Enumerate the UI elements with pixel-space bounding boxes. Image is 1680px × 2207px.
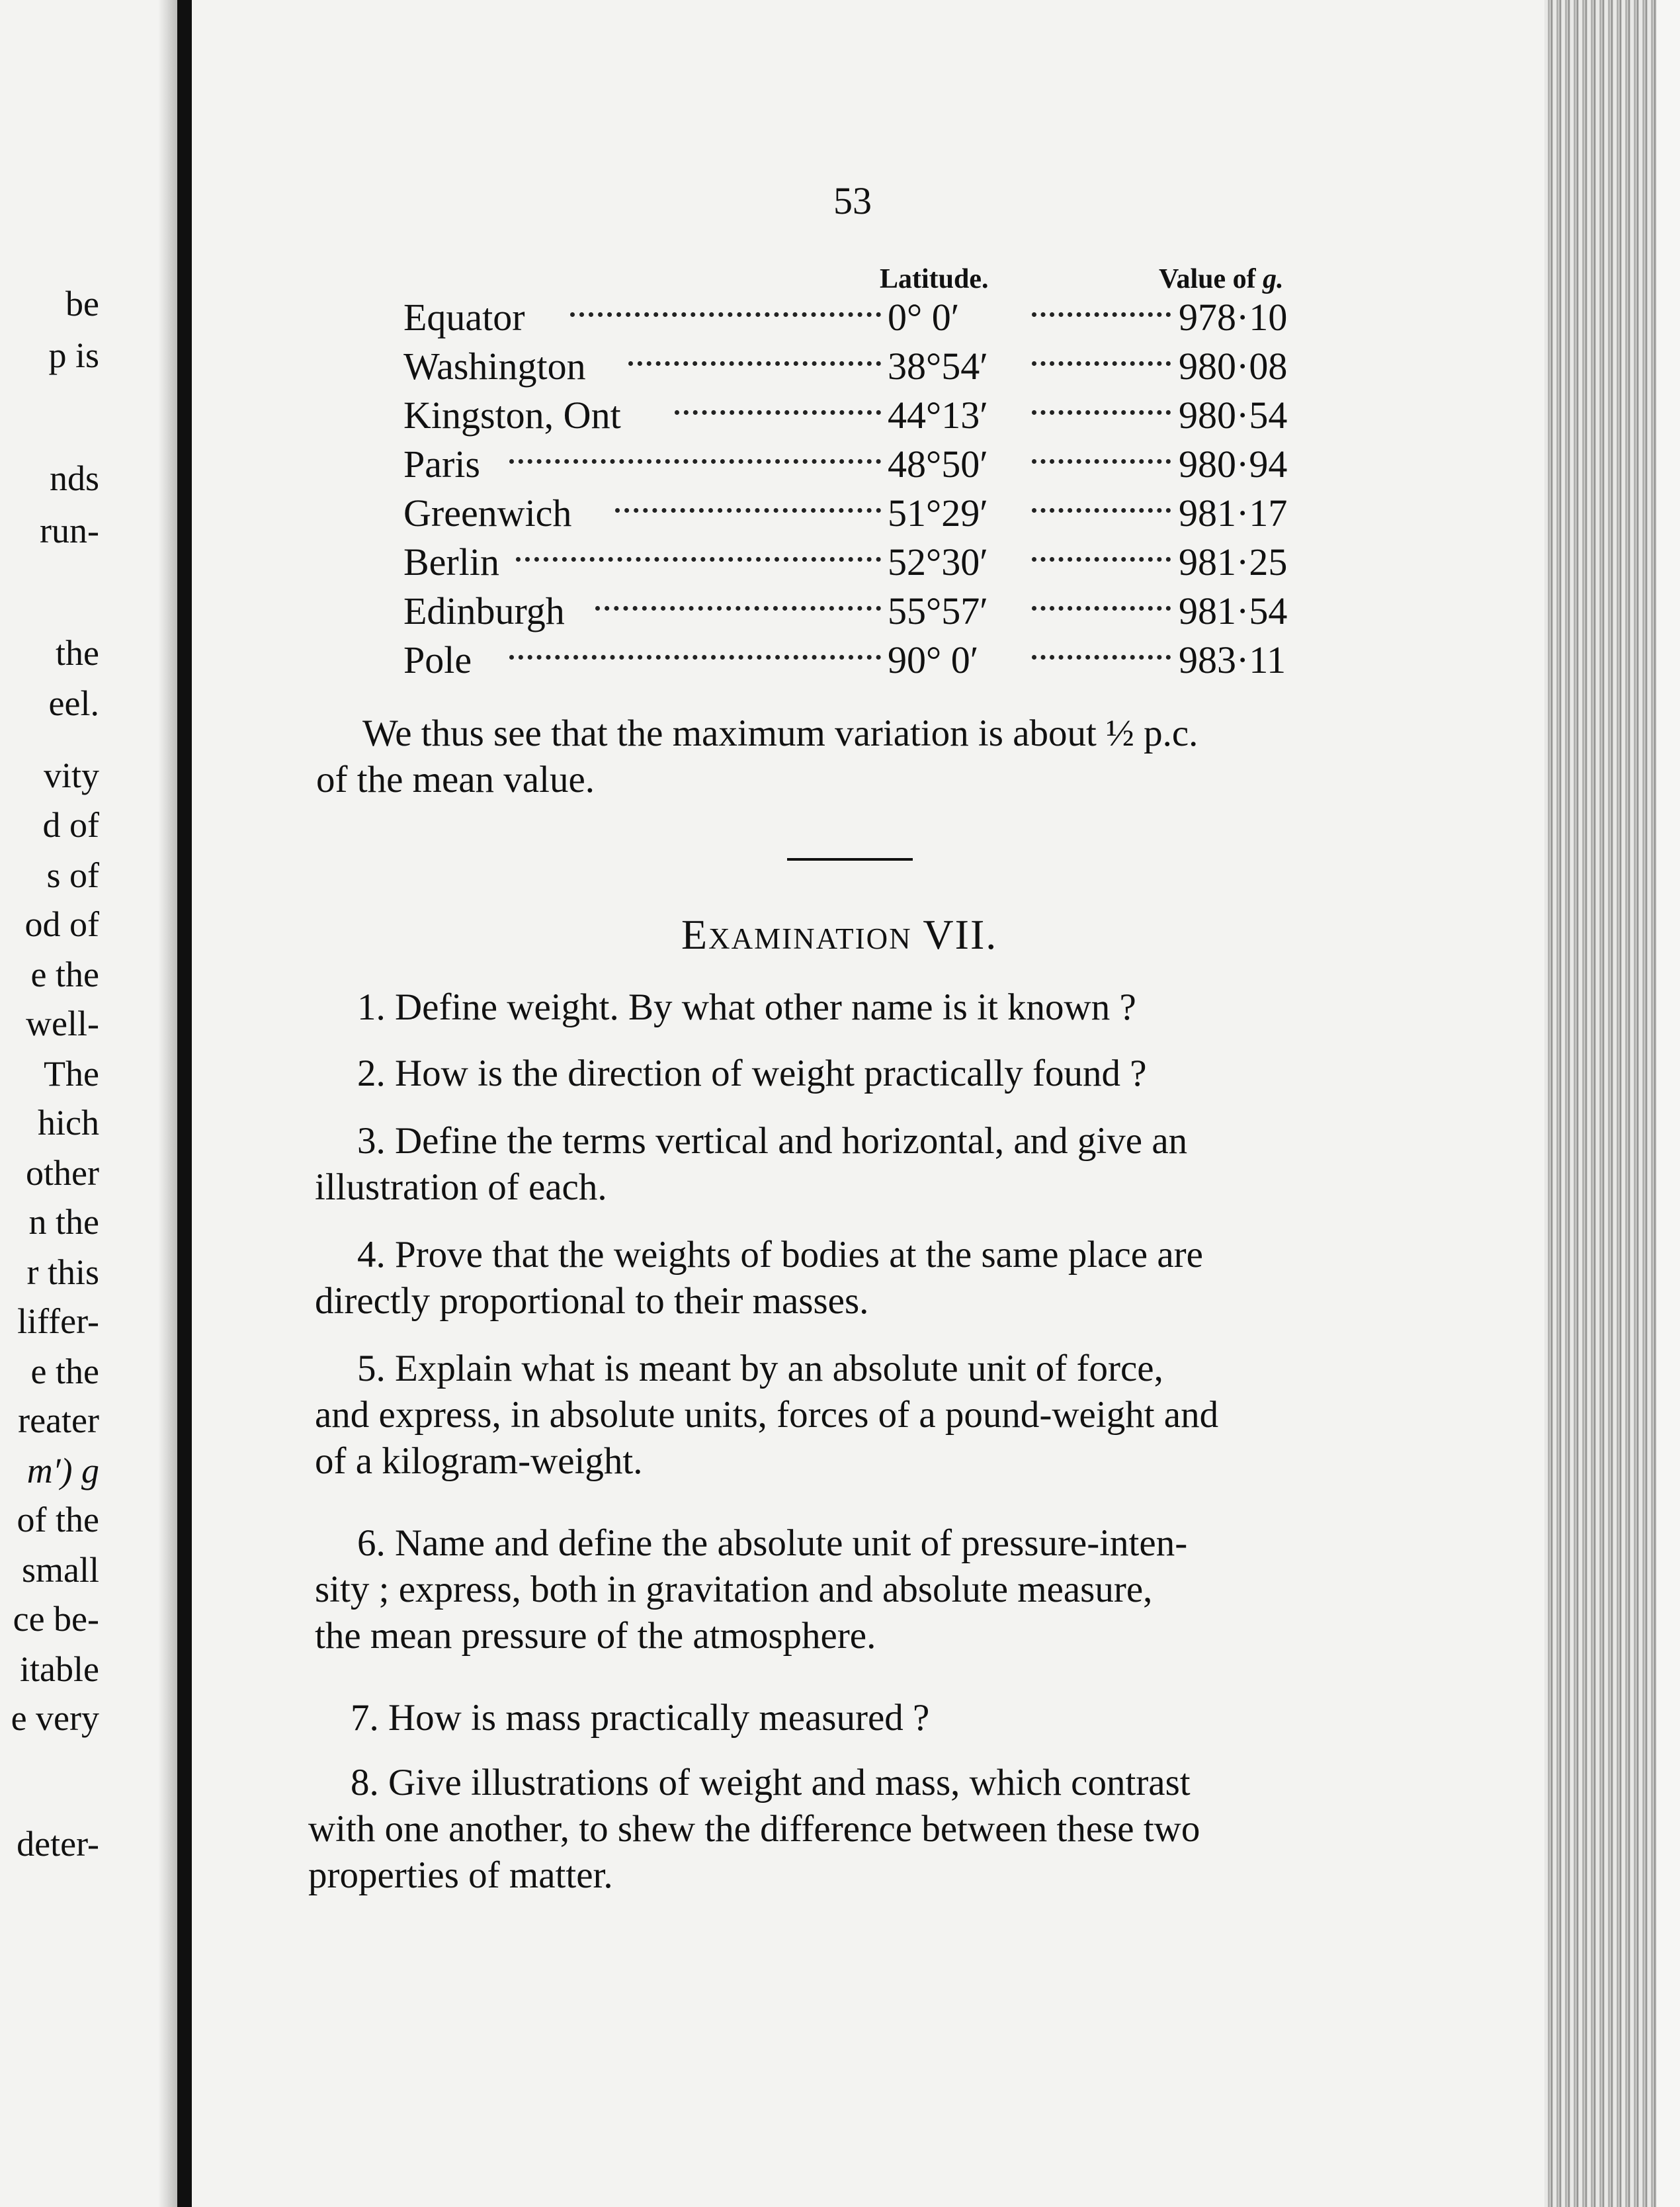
leader-dots: [1032, 508, 1171, 513]
left-fragment: vity: [43, 756, 99, 795]
place-name: Paris: [403, 443, 480, 486]
leader-dots: [1032, 459, 1171, 464]
place-name: Washington: [403, 345, 586, 388]
leader-dots: [615, 508, 881, 513]
left-fragment: n the: [28, 1202, 99, 1242]
left-fragment: e the: [30, 955, 99, 994]
left-fragment: other: [26, 1153, 99, 1193]
left-fragment: the: [56, 633, 99, 673]
book-gutter: [177, 0, 192, 2207]
left-fragment: e very: [11, 1698, 99, 1738]
question-7: 7. How is mass practically measured ?: [351, 1697, 930, 1739]
place-name: Kingston, Ont: [403, 394, 621, 437]
question-3-line-2: illustration of each.: [315, 1166, 607, 1208]
summary-line-2: of the mean value.: [316, 759, 595, 801]
latitude-value: 0° 0′: [888, 296, 960, 339]
left-fragment: hich: [38, 1103, 99, 1143]
question-6-line-2: sity ; express, both in gravitation and absolute measure,: [315, 1569, 1153, 1610]
question-5-line-2: and express, in absolute units, forces of a pound-weight and: [315, 1394, 1219, 1436]
question-4-line-1: 4. Prove that the weights of bodies at the same place are: [357, 1234, 1203, 1276]
table-row: [403, 295, 1310, 343]
left-fragment: be: [65, 284, 99, 324]
page-number: 53: [833, 179, 872, 222]
latitude-value: 44°13′: [888, 394, 988, 437]
table-row: [403, 491, 1310, 539]
gravity-value: 980·08: [1179, 345, 1288, 388]
left-fragment: of the: [17, 1500, 99, 1539]
leader-dots: [516, 557, 881, 562]
left-fragment: deter-: [17, 1824, 99, 1864]
latitude-value: 90° 0′: [888, 638, 979, 681]
leader-dots: [628, 361, 881, 366]
left-fragment: small: [22, 1550, 99, 1590]
left-fragment: run-: [40, 511, 99, 550]
examination-number: VII.: [923, 911, 998, 958]
latitude-value: 51°29′: [888, 492, 988, 535]
summary-line-1: We thus see that the maximum variation is about ½ p.c.: [362, 713, 1198, 754]
leader-dots: [1032, 655, 1171, 660]
left-fragment: d of: [42, 805, 99, 845]
gravity-value: 981·17: [1179, 492, 1288, 535]
left-fragment: liffer-: [17, 1301, 99, 1341]
gravity-value: 980·94: [1179, 443, 1288, 486]
question-8-line-2: with one another, to shew the difference between these two: [308, 1808, 1200, 1850]
place-name: Berlin: [403, 541, 499, 584]
gutter-shadow: [159, 0, 177, 2207]
leader-dots: [1032, 557, 1171, 562]
leader-dots: [1032, 312, 1171, 317]
left-fragment: e the: [30, 1352, 99, 1391]
section-divider: [787, 858, 913, 861]
page-edges-margin: [1657, 0, 1680, 2207]
gravity-value: 981·25: [1179, 541, 1288, 584]
table-row: [403, 393, 1310, 441]
gravity-value: 978·10: [1179, 296, 1288, 339]
column-header-value-variable: g.: [1263, 264, 1284, 294]
page-edges: [1544, 0, 1657, 2207]
gravity-value: 983·11: [1179, 638, 1286, 681]
question-5-line-1: 5. Explain what is meant by an absolute unit of force,: [357, 1348, 1163, 1389]
left-fragment: eel.: [48, 683, 99, 723]
question-5-line-3: of a kilogram-weight.: [315, 1440, 643, 1482]
left-fragment: The: [44, 1054, 99, 1094]
question-6-line-1: 6. Name and define the absolute unit of pressure-inten-: [357, 1522, 1188, 1564]
gravity-value: 981·54: [1179, 589, 1288, 632]
left-fragment: od of: [24, 904, 99, 944]
question-8-line-3: properties of matter.: [308, 1854, 613, 1896]
leader-dots: [675, 410, 881, 415]
column-header-value: [1159, 263, 1284, 295]
left-fragment: ce be-: [13, 1599, 99, 1639]
latitude-value: 48°50′: [888, 443, 988, 486]
left-fragment: reater: [18, 1401, 99, 1440]
left-fragment: p is: [48, 335, 99, 375]
examination-label: Examination: [681, 911, 912, 958]
column-header-value-label: Value of: [1159, 264, 1263, 294]
place-name: Pole: [403, 638, 472, 681]
latitude-value: 38°54′: [888, 345, 988, 388]
column-header-latitude: Latitude.: [880, 264, 989, 294]
leader-dots: [595, 606, 881, 611]
table-row: [403, 638, 1310, 685]
place-name: Greenwich: [403, 492, 572, 535]
latitude-value: 52°30′: [888, 541, 988, 584]
latitude-value: 55°57′: [888, 589, 988, 632]
left-fragment: s of: [46, 855, 99, 895]
table-row: [403, 589, 1310, 636]
question-3-line-1: 3. Define the terms vertical and horizontal, and give an: [357, 1120, 1188, 1162]
leader-dots: [509, 459, 881, 464]
table-row: [403, 540, 1310, 587]
table-row: [403, 442, 1310, 490]
leader-dots: [1032, 410, 1171, 415]
leader-dots: [1032, 606, 1171, 611]
left-fragment: r this: [26, 1252, 99, 1292]
question-2: 2. How is the direction of weight practically found ?: [357, 1053, 1147, 1094]
question-4-line-2: directly proportional to their masses.: [315, 1280, 869, 1322]
leader-dots: [570, 312, 881, 317]
examination-heading: [681, 910, 997, 959]
left-fragment: itable: [20, 1649, 99, 1689]
left-fragment: m′) g: [26, 1451, 99, 1491]
question-8-line-1: 8. Give illustrations of weight and mass, which contrast: [351, 1762, 1191, 1803]
gravity-value: 980·54: [1179, 394, 1288, 437]
left-fragment: well-: [26, 1004, 99, 1043]
question-6-line-3: the mean pressure of the atmosphere.: [315, 1615, 876, 1657]
place-name: Equator: [403, 296, 525, 339]
question-1: 1. Define weight. By what other name is it known ?: [357, 986, 1136, 1028]
place-name: Edinburgh: [403, 589, 565, 632]
leader-dots: [1032, 361, 1171, 366]
table-row: [403, 344, 1310, 392]
leader-dots: [509, 655, 881, 660]
left-fragment: nds: [49, 458, 99, 498]
